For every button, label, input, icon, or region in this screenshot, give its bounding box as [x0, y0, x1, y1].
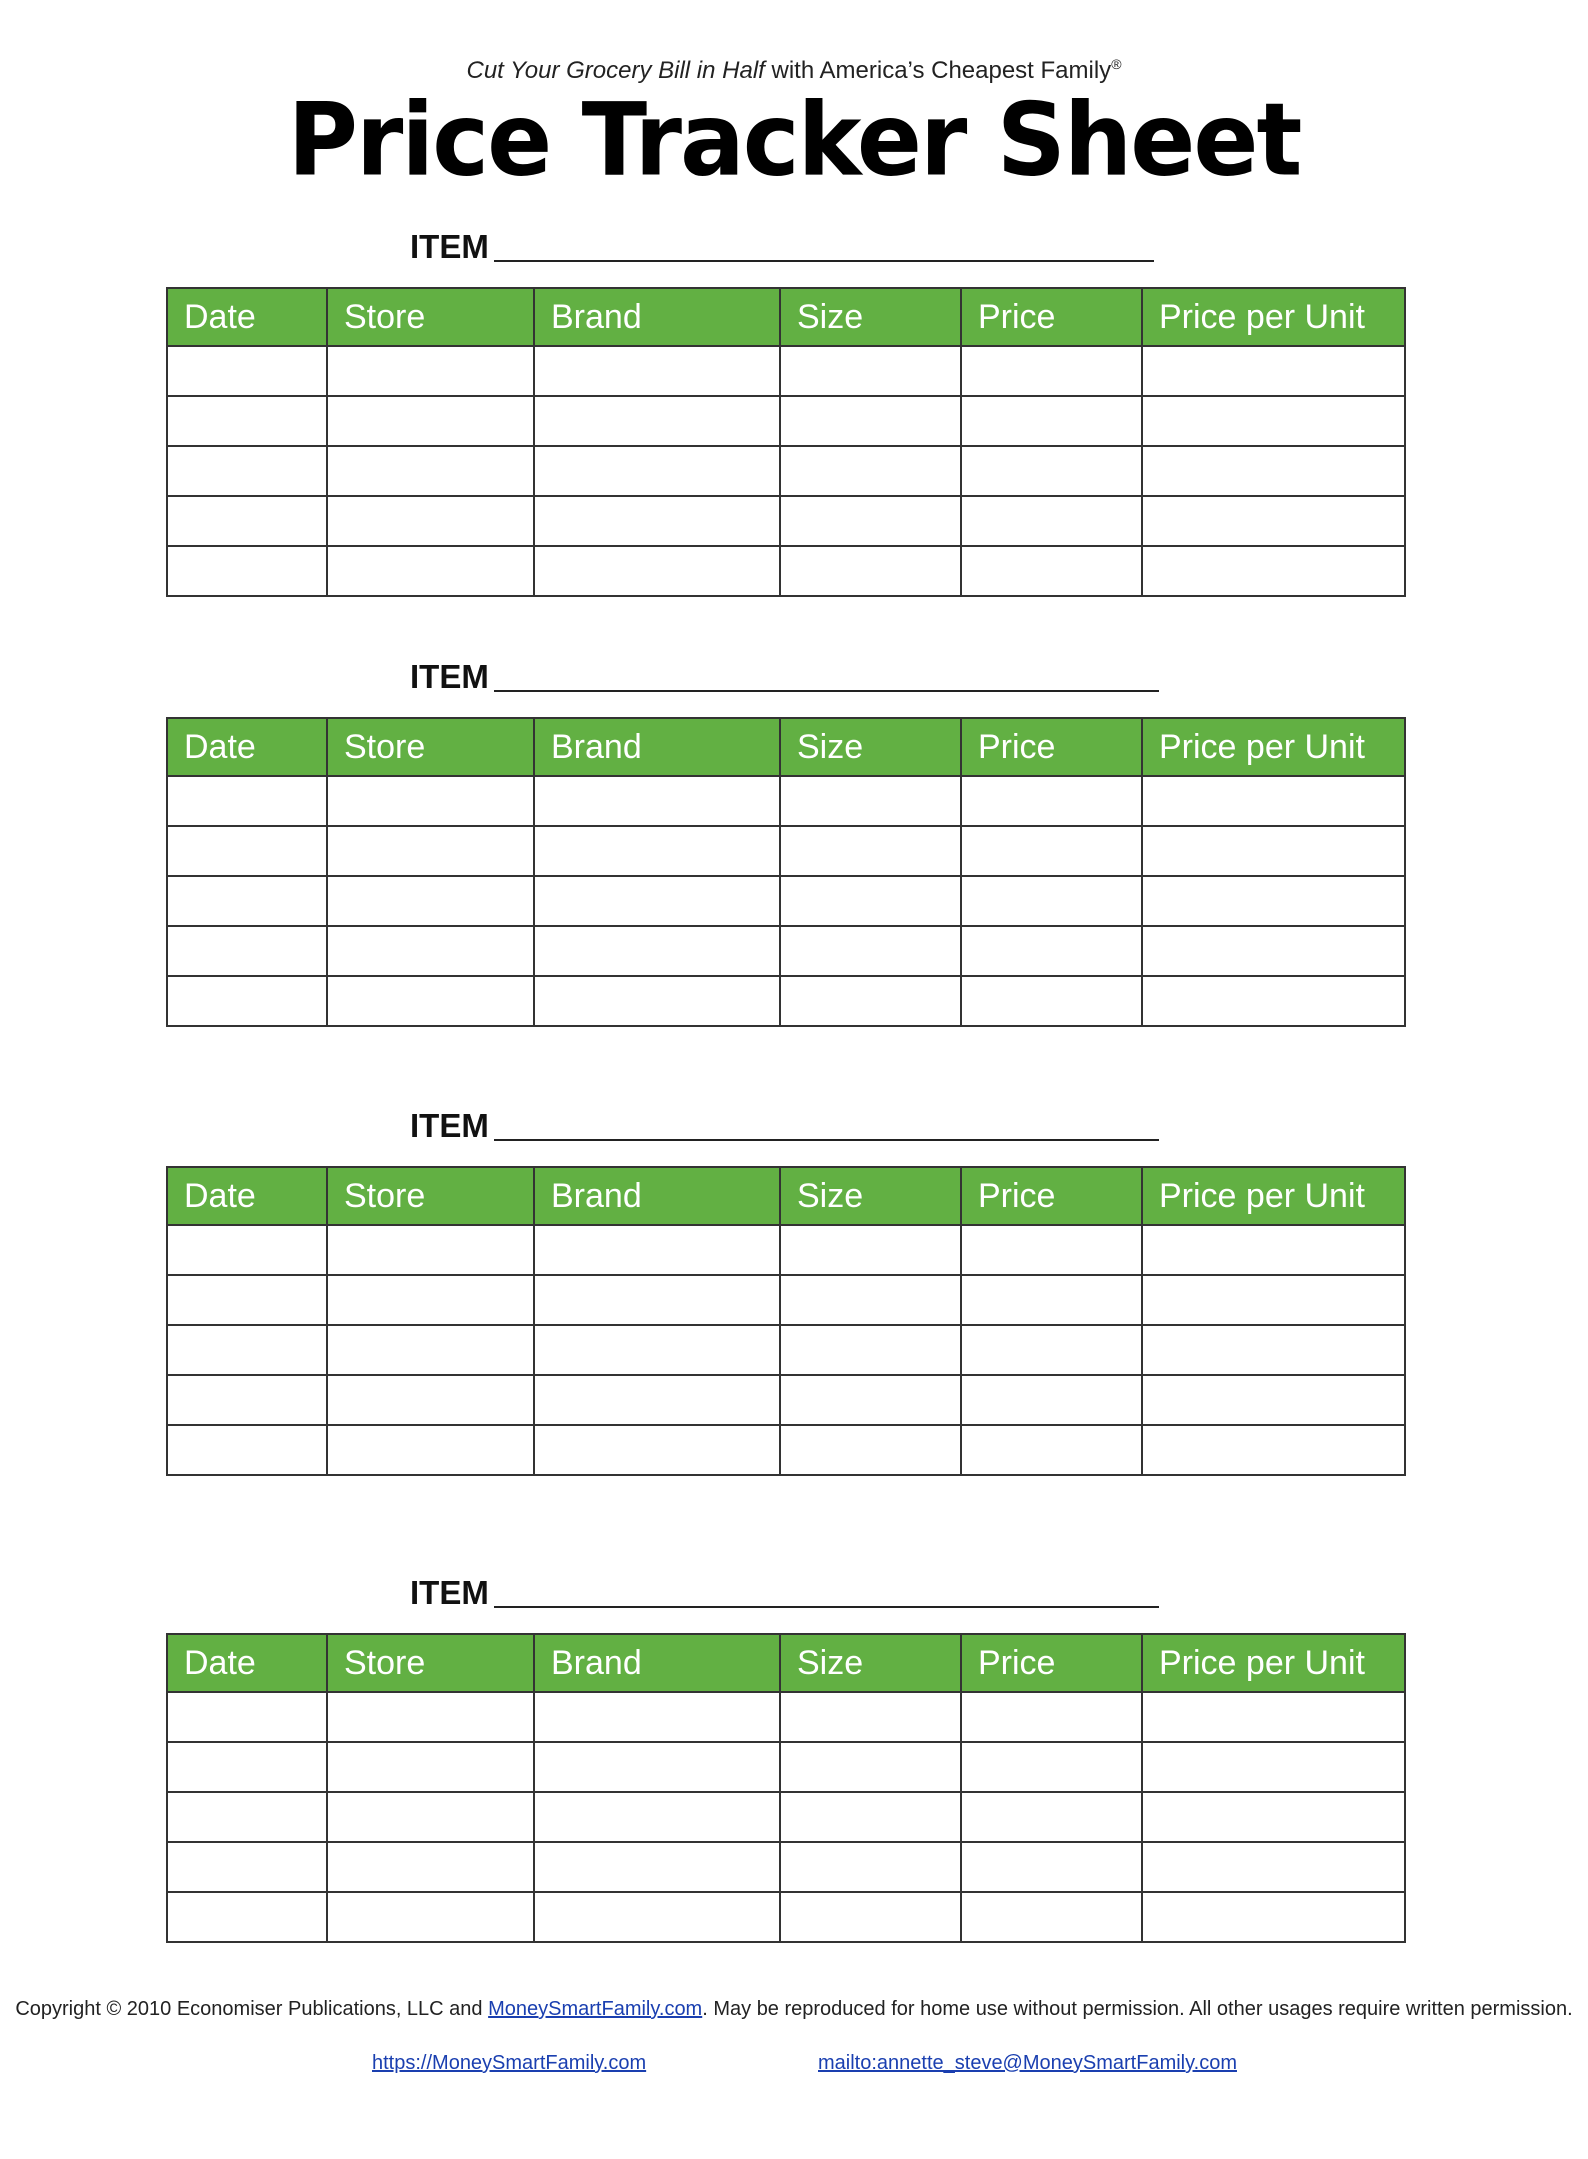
item-write-line[interactable]: [494, 1139, 1159, 1141]
entry-cell-size[interactable]: [780, 496, 961, 546]
item-label-text: ITEM: [410, 228, 489, 265]
entry-cell-price-per-unit[interactable]: [1142, 776, 1405, 826]
table-row: [167, 1325, 1405, 1375]
item-label-text: ITEM: [410, 1107, 489, 1144]
column-header-store: Store: [327, 288, 534, 346]
entry-cell-store[interactable]: [327, 1792, 534, 1842]
entry-cell-date[interactable]: [167, 396, 327, 446]
subtitle-book-title: Cut Your Grocery Bill in Half: [466, 57, 765, 84]
price-table-3: [166, 1166, 1406, 1476]
item-label-text: ITEM: [410, 1574, 489, 1611]
entry-cell-date[interactable]: [167, 1275, 327, 1325]
table-header-row: [167, 718, 1405, 776]
table-row: [167, 396, 1405, 446]
copyright-prefix: Copyright © 2010 Economiser Publications, LLC and: [15, 1998, 489, 2020]
entry-cell-date[interactable]: [167, 496, 327, 546]
entry-cell-price[interactable]: [961, 826, 1142, 876]
entry-cell-brand[interactable]: [534, 446, 780, 496]
entry-cell-brand[interactable]: [534, 1275, 780, 1325]
entry-cell-brand[interactable]: [534, 346, 780, 396]
entry-cell-store[interactable]: [327, 496, 534, 546]
entry-cell-size[interactable]: [780, 1742, 961, 1792]
entry-cell-price-per-unit[interactable]: [1142, 1425, 1405, 1475]
entry-cell-price-per-unit[interactable]: [1142, 1225, 1405, 1275]
column-header-size: Size: [780, 1634, 961, 1692]
entry-cell-store[interactable]: [327, 826, 534, 876]
entry-cell-brand[interactable]: [534, 776, 780, 826]
entry-cell-price-per-unit[interactable]: [1142, 1325, 1405, 1375]
table-header-row: [167, 1634, 1405, 1692]
column-header-price-per-unit: Price per Unit: [1142, 1634, 1405, 1692]
entry-cell-store[interactable]: [327, 1375, 534, 1425]
entry-cell-price[interactable]: [961, 1225, 1142, 1275]
column-header-price: Price: [961, 718, 1142, 776]
website-link[interactable]: https://MoneySmartFamily.com: [372, 2052, 647, 2074]
price-table-2: [166, 717, 1406, 1027]
entry-cell-price[interactable]: [961, 496, 1142, 546]
table-row: [167, 1792, 1405, 1842]
entry-cell-price-per-unit[interactable]: [1142, 1742, 1405, 1792]
entry-cell-size[interactable]: [780, 976, 961, 1026]
entry-cell-price-per-unit[interactable]: [1142, 396, 1405, 446]
entry-cell-price[interactable]: [961, 346, 1142, 396]
column-header-date: Date: [167, 1167, 327, 1225]
email-link[interactable]: mailto:annette_steve@MoneySmartFamily.com: [818, 2052, 1237, 2074]
entry-cell-size[interactable]: [780, 1425, 961, 1475]
entry-cell-size[interactable]: [780, 1842, 961, 1892]
entry-cell-store[interactable]: [327, 976, 534, 1026]
entry-cell-size[interactable]: [780, 1792, 961, 1842]
subtitle-rest: with America’s Cheapest Family: [764, 57, 1112, 84]
entry-cell-price-per-unit[interactable]: [1142, 1692, 1405, 1742]
entry-cell-price-per-unit[interactable]: [1142, 1375, 1405, 1425]
entry-cell-store[interactable]: [327, 1225, 534, 1275]
entry-cell-price[interactable]: [961, 546, 1142, 596]
entry-cell-date[interactable]: [167, 1375, 327, 1425]
entry-cell-brand[interactable]: [534, 826, 780, 876]
table-row: [167, 1375, 1405, 1425]
table-row: [167, 876, 1405, 926]
entry-cell-brand[interactable]: [534, 876, 780, 926]
column-header-size: Size: [780, 288, 961, 346]
entry-cell-date[interactable]: [167, 546, 327, 596]
page-title: Price Tracker Sheet: [287, 81, 1301, 199]
entry-cell-price-per-unit[interactable]: [1142, 926, 1405, 976]
entry-cell-price[interactable]: [961, 1742, 1142, 1792]
entry-cell-price[interactable]: [961, 1325, 1142, 1375]
entry-cell-store[interactable]: [327, 1275, 534, 1325]
entry-cell-price[interactable]: [961, 446, 1142, 496]
entry-cell-brand[interactable]: [534, 1742, 780, 1792]
entry-cell-price-per-unit[interactable]: [1142, 1275, 1405, 1325]
column-header-date: Date: [167, 1634, 327, 1692]
entry-cell-store[interactable]: [327, 446, 534, 496]
entry-cell-brand[interactable]: [534, 1792, 780, 1842]
table-row: [167, 1892, 1405, 1942]
column-header-price: Price: [961, 288, 1142, 346]
entry-cell-size[interactable]: [780, 446, 961, 496]
entry-cell-size[interactable]: [780, 1892, 961, 1942]
column-header-price-per-unit: Price per Unit: [1142, 718, 1405, 776]
entry-cell-store[interactable]: [327, 876, 534, 926]
entry-cell-date[interactable]: [167, 826, 327, 876]
copyright-notice: [0, 1998, 1588, 2021]
registered-mark: ®: [1111, 56, 1122, 72]
column-header-store: Store: [327, 1634, 534, 1692]
entry-cell-brand[interactable]: [534, 546, 780, 596]
entry-cell-date[interactable]: [167, 1692, 327, 1742]
copyright-site-link[interactable]: MoneySmartFamily.com: [488, 1998, 703, 2020]
entry-cell-price[interactable]: [961, 1892, 1142, 1942]
entry-cell-price-per-unit[interactable]: [1142, 1792, 1405, 1842]
entry-cell-brand[interactable]: [534, 1325, 780, 1375]
entry-cell-size[interactable]: [780, 1325, 961, 1375]
table-row: [167, 346, 1405, 396]
column-header-price-per-unit: Price per Unit: [1142, 1167, 1405, 1225]
entry-cell-brand[interactable]: [534, 1692, 780, 1742]
item-label-text: ITEM: [410, 658, 489, 695]
entry-cell-price[interactable]: [961, 1792, 1142, 1842]
entry-cell-size[interactable]: [780, 396, 961, 446]
entry-cell-price[interactable]: [961, 926, 1142, 976]
table-row: [167, 1275, 1405, 1325]
table-row: [167, 826, 1405, 876]
entry-cell-price[interactable]: [961, 1425, 1142, 1475]
item-label-1: [410, 228, 489, 266]
column-header-price-per-unit: Price per Unit: [1142, 288, 1405, 346]
entry-cell-date[interactable]: [167, 1892, 327, 1942]
table-row: [167, 1692, 1405, 1742]
entry-cell-price[interactable]: [961, 1375, 1142, 1425]
entry-cell-date[interactable]: [167, 876, 327, 926]
entry-cell-price[interactable]: [961, 776, 1142, 826]
entry-cell-size[interactable]: [780, 346, 961, 396]
entry-cell-price[interactable]: [961, 396, 1142, 446]
entry-cell-price-per-unit[interactable]: [1142, 446, 1405, 496]
entry-cell-price[interactable]: [961, 1692, 1142, 1742]
entry-cell-brand[interactable]: [534, 976, 780, 1026]
entry-cell-price[interactable]: [961, 976, 1142, 1026]
entry-cell-date[interactable]: [167, 1742, 327, 1792]
entry-cell-date[interactable]: [167, 1425, 327, 1475]
table-row: [167, 926, 1405, 976]
entry-cell-price-per-unit[interactable]: [1142, 826, 1405, 876]
column-header-brand: Brand: [534, 1634, 780, 1692]
column-header-date: Date: [167, 288, 327, 346]
table-row: [167, 1742, 1405, 1792]
entry-cell-brand[interactable]: [534, 396, 780, 446]
entry-cell-date[interactable]: [167, 776, 327, 826]
entry-cell-store[interactable]: [327, 546, 534, 596]
table-row: [167, 976, 1405, 1026]
entry-cell-store[interactable]: [327, 1742, 534, 1792]
table-row: [167, 1425, 1405, 1475]
entry-cell-store[interactable]: [327, 1892, 534, 1942]
entry-cell-store[interactable]: [327, 1425, 534, 1475]
entry-cell-brand[interactable]: [534, 1375, 780, 1425]
entry-cell-date[interactable]: [167, 1225, 327, 1275]
entry-cell-price-per-unit[interactable]: [1142, 976, 1405, 1026]
entry-cell-date[interactable]: [167, 976, 327, 1026]
entry-cell-brand[interactable]: [534, 1425, 780, 1475]
copyright-suffix: . May be reproduced for home use without permission. All other usages require written permission.: [702, 1998, 1573, 2020]
column-header-brand: Brand: [534, 1167, 780, 1225]
entry-cell-size[interactable]: [780, 1375, 961, 1425]
entry-cell-brand[interactable]: [534, 1225, 780, 1275]
entry-cell-date[interactable]: [167, 1325, 327, 1375]
entry-cell-price-per-unit[interactable]: [1142, 1842, 1405, 1892]
table-row: [167, 1842, 1405, 1892]
entry-cell-price[interactable]: [961, 1842, 1142, 1892]
entry-cell-store[interactable]: [327, 1692, 534, 1742]
table-row: [167, 776, 1405, 826]
entry-cell-brand[interactable]: [534, 1842, 780, 1892]
entry-cell-price-per-unit[interactable]: [1142, 1892, 1405, 1942]
column-header-price: Price: [961, 1634, 1142, 1692]
entry-cell-price-per-unit[interactable]: [1142, 346, 1405, 396]
table-row: [167, 496, 1405, 546]
table-row: [167, 1225, 1405, 1275]
entry-cell-price-per-unit[interactable]: [1142, 546, 1405, 596]
entry-cell-size[interactable]: [780, 776, 961, 826]
column-header-store: Store: [327, 718, 534, 776]
entry-cell-size[interactable]: [780, 826, 961, 876]
item-write-line[interactable]: [494, 260, 1154, 262]
entry-cell-store[interactable]: [327, 396, 534, 446]
entry-cell-brand[interactable]: [534, 926, 780, 976]
entry-cell-date[interactable]: [167, 926, 327, 976]
entry-cell-brand[interactable]: [534, 496, 780, 546]
entry-cell-date[interactable]: [167, 446, 327, 496]
entry-cell-price-per-unit[interactable]: [1142, 496, 1405, 546]
table-header-row: [167, 1167, 1405, 1225]
entry-cell-size[interactable]: [780, 1225, 961, 1275]
entry-cell-brand[interactable]: [534, 1892, 780, 1942]
item-label-4: [410, 1574, 489, 1612]
entry-cell-price[interactable]: [961, 876, 1142, 926]
table-row: [167, 546, 1405, 596]
column-header-brand: Brand: [534, 718, 780, 776]
column-header-size: Size: [780, 1167, 961, 1225]
item-label-2: [410, 658, 489, 696]
entry-cell-price-per-unit[interactable]: [1142, 876, 1405, 926]
entry-cell-date[interactable]: [167, 1842, 327, 1892]
table-header-row: [167, 288, 1405, 346]
column-header-price: Price: [961, 1167, 1142, 1225]
entry-cell-price[interactable]: [961, 1275, 1142, 1325]
column-header-size: Size: [780, 718, 961, 776]
table-row: [167, 446, 1405, 496]
item-label-3: [410, 1107, 489, 1145]
entry-cell-store[interactable]: [327, 926, 534, 976]
column-header-brand: Brand: [534, 288, 780, 346]
entry-cell-store[interactable]: [327, 1325, 534, 1375]
entry-cell-size[interactable]: [780, 1692, 961, 1742]
entry-cell-size[interactable]: [780, 876, 961, 926]
entry-cell-size[interactable]: [780, 546, 961, 596]
price-table-4: [166, 1633, 1406, 1943]
entry-cell-store[interactable]: [327, 1842, 534, 1892]
item-write-line[interactable]: [494, 690, 1159, 692]
entry-cell-date[interactable]: [167, 1792, 327, 1842]
column-header-store: Store: [327, 1167, 534, 1225]
entry-cell-date[interactable]: [167, 346, 327, 396]
entry-cell-size[interactable]: [780, 926, 961, 976]
price-table-1: [166, 287, 1406, 597]
column-header-date: Date: [167, 718, 327, 776]
item-write-line[interactable]: [494, 1606, 1159, 1608]
entry-cell-store[interactable]: [327, 776, 534, 826]
entry-cell-size[interactable]: [780, 1275, 961, 1325]
entry-cell-store[interactable]: [327, 346, 534, 396]
